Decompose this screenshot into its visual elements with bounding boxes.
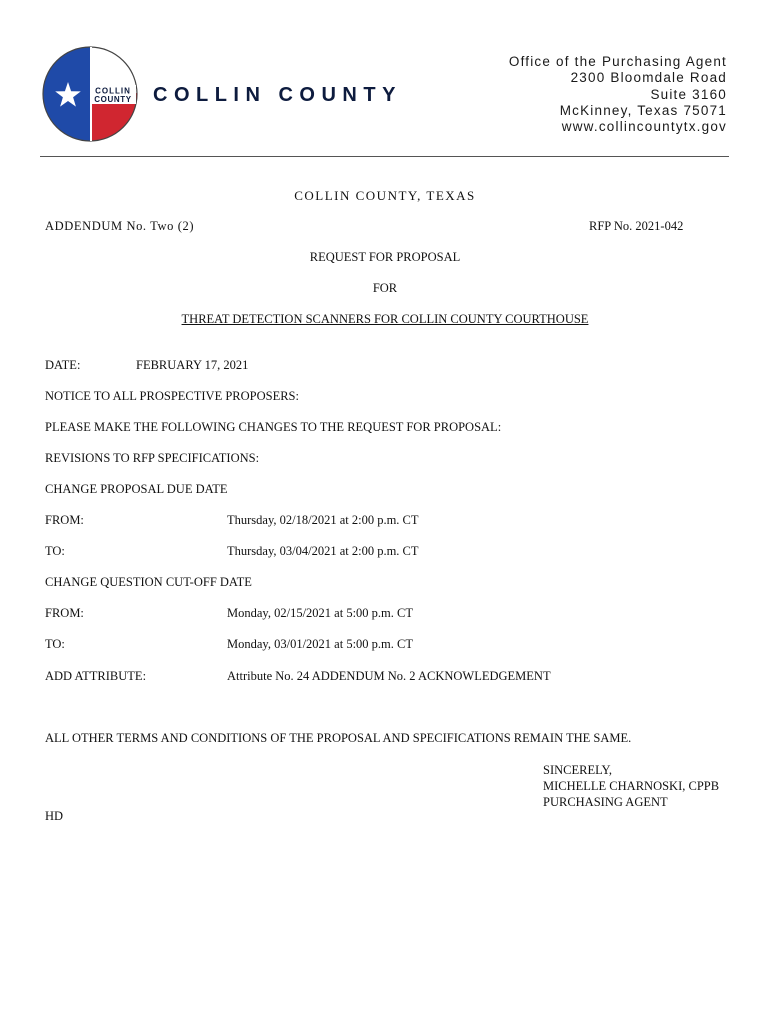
signature-block — [543, 762, 719, 810]
revisions-heading: REVISIONS TO RFP SPECIFICATIONS: — [45, 451, 260, 465]
due-to-value: Thursday, 03/04/2021 at 2:00 p.m. CT — [227, 544, 419, 558]
signer-title: PURCHASING AGENT — [543, 795, 668, 809]
date-label: DATE: — [45, 358, 81, 372]
logo-text-collin: COLLIN — [95, 86, 131, 96]
change-cutoff-heading: CHANGE QUESTION CUT-OFF DATE — [45, 575, 252, 589]
closing-statement: ALL OTHER TERMS AND CONDITIONS OF THE PROPOSAL AND SPECIFICATIONS REMAIN THE SAME. — [45, 731, 632, 745]
for-heading: FOR — [372, 281, 398, 295]
office-line: Suite 3160 — [650, 86, 727, 102]
request-heading: REQUEST FOR PROPOSAL — [309, 250, 461, 264]
cutoff-to-label: TO: — [45, 637, 65, 651]
due-from-label: FROM: — [45, 513, 84, 527]
due-from-value: Thursday, 02/18/2021 at 2:00 p.m. CT — [227, 513, 419, 527]
collin-county-logo — [42, 46, 138, 142]
add-attribute-value: Attribute No. 24 ADDENDUM No. 2 ACKNOWLEDGEMENT — [227, 669, 551, 683]
signoff: SINCERELY, — [543, 763, 613, 777]
signer-name: MICHELLE CHARNOSKI, CPPB — [543, 779, 720, 793]
due-to-label: TO: — [45, 544, 65, 558]
cutoff-to-value: Monday, 03/01/2021 at 5:00 p.m. CT — [227, 637, 413, 651]
notice-line: NOTICE TO ALL PROSPECTIVE PROPOSERS: — [45, 389, 299, 403]
office-website: www.collincountytx.gov — [561, 119, 727, 135]
add-attribute-label: ADD ATTRIBUTE: — [45, 669, 147, 683]
date-value: FEBRUARY 17, 2021 — [136, 358, 249, 372]
subject-heading: THREAT DETECTION SCANNERS FOR COLLIN COUNTY COURTHOUSE — [181, 312, 589, 326]
cutoff-from-label: FROM: — [45, 606, 84, 620]
addendum-number: ADDENDUM No. Two (2) — [45, 219, 195, 233]
office-line: Office of the Purchasing Agent — [508, 54, 727, 69]
header-divider — [40, 156, 729, 157]
change-due-date-heading: CHANGE PROPOSAL DUE DATE — [45, 482, 228, 496]
office-line: 2300 Bloomdale Road — [570, 70, 727, 86]
office-line: McKinney, Texas 75071 — [559, 102, 727, 118]
rfp-number: RFP No. 2021-042 — [589, 219, 684, 233]
county-state-heading: COLLIN COUNTY, TEXAS — [294, 188, 476, 203]
logo-text-county: COUNTY — [94, 95, 132, 104]
preparer-initials: HD — [45, 809, 64, 823]
brand-title: COLLIN COUNTY — [153, 84, 402, 106]
office-address-block — [509, 54, 727, 135]
instruction-line: PLEASE MAKE THE FOLLOWING CHANGES TO THE REQUEST FOR PROPOSAL: — [45, 420, 502, 434]
cutoff-from-value: Monday, 02/15/2021 at 5:00 p.m. CT — [227, 606, 413, 620]
